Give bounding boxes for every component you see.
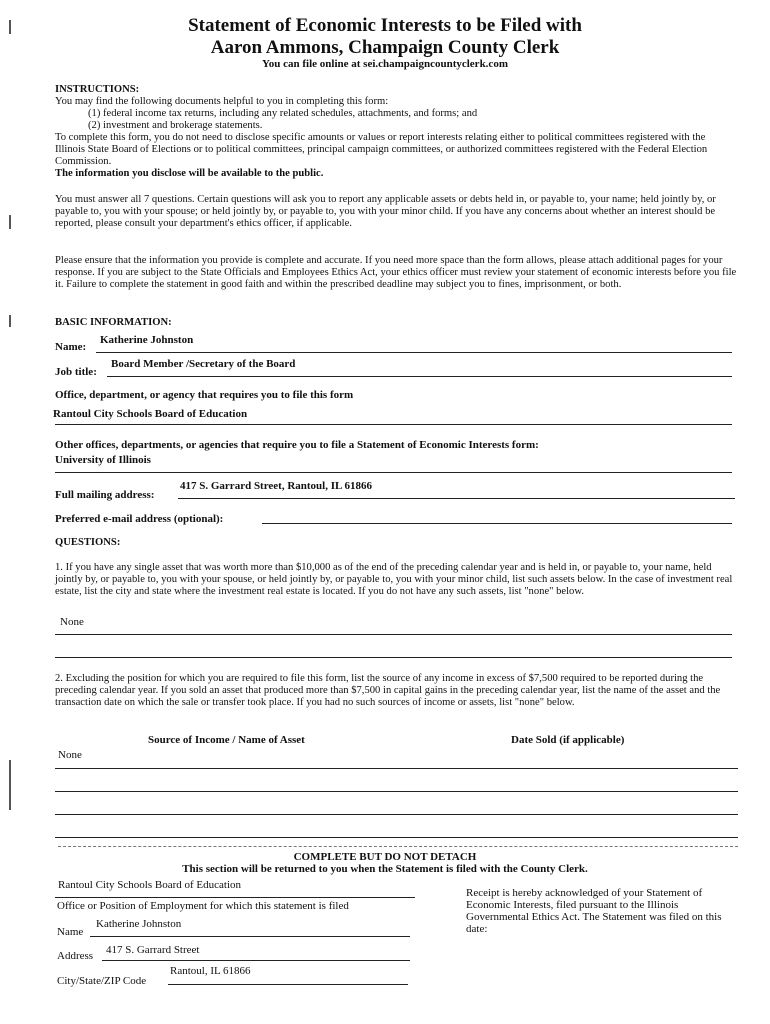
- q2-column-source: Source of Income / Name of Asset: [148, 734, 305, 746]
- mailing-address-field[interactable]: 417 S. Garrard Street, Rantoul, IL 61866: [180, 480, 372, 492]
- job-title-label: Job title:: [55, 366, 97, 378]
- mailing-address-line: [178, 498, 735, 499]
- q1-answer[interactable]: None: [60, 616, 84, 628]
- instructions-heading: INSTRUCTIONS:: [55, 84, 140, 95]
- office-field[interactable]: Rantoul City Schools Board of Education: [53, 408, 248, 420]
- instructions-para2: You must answer all 7 questions. Certain questions will ask you to report any applicable assets or debts held in, or payable to, your name; held jointly by, or payable to, you with your spouse; or held jointly by, or payable to, you with your minor child. If you have any concerns about whether an interest should be reported, please consult your department's ethics officer, if applicable.: [55, 194, 716, 229]
- name-field[interactable]: Katherine Johnston: [100, 334, 194, 346]
- email-label: Preferred e-mail address (optional):: [55, 513, 224, 525]
- question-1: 1. If you have any single asset that was worth more than $10,000 as of the end of the preceding calendar year and is held in, or payable to, your name, held jointly by, or payable to, you with your spouse, or held jointly by, or payable to, you with your minor child, list such assets below. In the case of investment real estate, list the city and state where the investment real estate is located. If you do not have any such assets, list "none" below.: [55, 562, 733, 597]
- receipt-office-label: Office or Position of Employment for which this statement is filed: [57, 900, 349, 912]
- receipt-name-field[interactable]: Katherine Johnston: [96, 918, 182, 930]
- receipt-address-label: Address: [57, 950, 94, 962]
- q2-line: [55, 768, 738, 769]
- receipt-heading: COMPLETE BUT DO NOT DETACH: [293, 851, 477, 863]
- online-filing-note: You can file online at sei.champaigncountyclerk.com: [262, 58, 508, 70]
- q1-line: [55, 657, 732, 658]
- question-2: 2. Excluding the position for which you are required to file this form, list the source of any income in excess of $7,500 required to be reported during the preceding calendar year. If you sold an asset that produced more than $7,500 in capital gains in the preceding calendar year, list the name of the asset and the transaction date on which the sale or transfer took place. If you had no such sources of income or assets, list "none" below.: [55, 673, 721, 708]
- job-title-field[interactable]: Board Member /Secretary of the Board: [111, 358, 296, 370]
- detach-line: [58, 846, 738, 847]
- instructions-item2: (2) investment and brokerage statements.: [88, 120, 263, 131]
- instructions-item1: (1) federal income tax returns, including any related schedules, attachments, and forms; and: [88, 108, 478, 119]
- scan-mark: [9, 315, 11, 327]
- name-label: Name:: [55, 341, 87, 353]
- q2-line: [55, 814, 738, 815]
- receipt-office-field[interactable]: Rantoul City Schools Board of Education: [58, 879, 242, 891]
- questions-heading: QUESTIONS:: [55, 537, 121, 548]
- receipt-name-line: [90, 936, 410, 937]
- receipt-address-field[interactable]: 417 S. Garrard Street: [106, 944, 200, 956]
- q1-line: [55, 634, 732, 635]
- name-field-line: [96, 352, 732, 353]
- receipt-city-field[interactable]: Rantoul, IL 61866: [170, 965, 251, 977]
- other-offices-line: [55, 472, 732, 473]
- other-offices-field[interactable]: University of Illinois: [55, 454, 151, 466]
- other-offices-label: Other offices, departments, or agencies that require you to file a Statement of Economic Interests form:: [55, 439, 539, 451]
- instructions-para3: Please ensure that the information you provide is complete and accurate. If you need more space than the form allows, please attach additional pages for your response. If you are subject to the State Officials and Employees Ethics Act, your ethics officer must review your statement of economic interests before you file it. Failure to complete the statement in good faith and within the prescribed deadline may subject you to fines, imprisonment, or both.: [55, 255, 737, 290]
- instructions-para1: To complete this form, you do not need to disclose specific amounts or values or report interests relating either to political committees registered with the Illinois State Board of Elections or to political committees, principal campaign committees, or authorized committees registered with the Federal Election Commission.: [55, 132, 708, 167]
- q2-line: [55, 837, 738, 838]
- q2-line: [55, 791, 738, 792]
- receipt-name-label: Name: [57, 926, 84, 938]
- receipt-office-line: [55, 897, 415, 898]
- receipt-city-label: City/State/ZIP Code: [57, 975, 147, 987]
- q2-answer[interactable]: None: [58, 749, 82, 761]
- instructions-intro: You may find the following documents helpful to you in completing this form:: [55, 96, 389, 107]
- scan-mark: [9, 215, 11, 229]
- receipt-city-line: [168, 984, 408, 985]
- basic-info-heading: BASIC INFORMATION:: [55, 317, 172, 328]
- job-title-line: [107, 376, 732, 377]
- receipt-subheading: This section will be returned to you when the Statement is filed with the County Clerk.: [182, 863, 588, 875]
- mailing-address-label: Full mailing address:: [55, 489, 155, 501]
- office-label: Office, department, or agency that requires you to file this form: [55, 389, 354, 401]
- scan-mark: [9, 760, 11, 810]
- receipt-acknowledgement: Receipt is hereby acknowledged of your Statement of Economic Interests, filed pursuant to the Illinois Governmental Ethics Act. The Statement was filed on this date:: [466, 887, 722, 935]
- page-title-line2: Aaron Ammons, Champaign County Clerk: [210, 37, 560, 58]
- page-title-line1: Statement of Economic Interests to be Filed with: [188, 15, 582, 36]
- email-field[interactable]: [262, 523, 732, 524]
- office-line: [55, 424, 732, 425]
- receipt-address-line: [102, 960, 410, 961]
- public-note: The information you disclose will be available to the public.: [55, 168, 324, 179]
- q2-column-date: Date Sold (if applicable): [511, 734, 625, 746]
